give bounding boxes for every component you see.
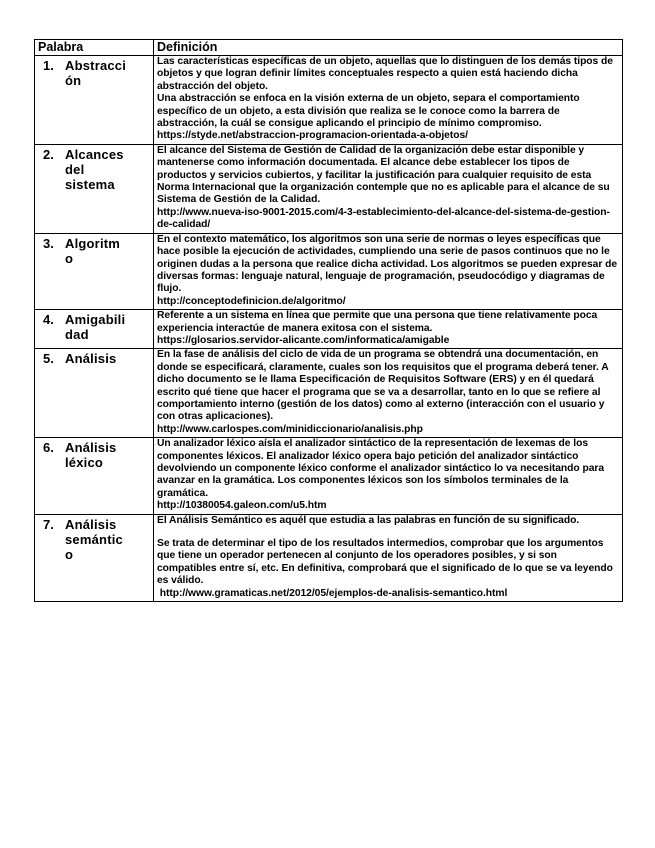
definition-paragraph: Una abstracción se enfoca en la visión externa de un objeto, separa el comportamiento específico de un objeto, a esta división que realiza se le conoce como la barrera de abstracción, la cuál se consigue aplicando el principio de mínimo compromiso. xyxy=(157,93,580,130)
term-word: Análisis semántico xyxy=(65,516,123,562)
header-term: Palabra xyxy=(35,40,154,56)
definition-paragraph: El alcance del Sistema de Gestión de Calidad de la organización debe estar disponible y mantenerse como información documentada. El alcance debe establecer los tipos de productos y servicios cubiertos, y facilitar la justificación para cualquier requisito de esta Norma Internacional que la organización contemple que no es aplicable para el alcance de su Sistema de Gestión de la Calidad. xyxy=(157,144,610,206)
definition-paragraph: Se trata de determinar el tipo de los resultados intermedios, comprobar que los argumentos que tiene un operador pertenecen al conjunto de los operadores posibles, y si son compatibles entre sí, etc. En definitiva, comprobará que el significado de lo que se va leyendo es válido. xyxy=(157,538,613,587)
definition-cell xyxy=(154,144,623,233)
definition-paragraph: En la fase de análisis del ciclo de vida de un programa se obtendrá una documentación, en donde se especificará, claramente, cuales son los requisitos que el programa deberá tener. A dicho documento se le llama Especificación de Requisitos Software (ERS) y en él quedará escrito qué tiene que hacer el programa que se va a desarrollar, tanto en lo que se refiere al comportamiento interno (gestión de los datos) como al externo (interacción con el usuario y con otras aplicaciones). xyxy=(157,349,609,423)
term-cell xyxy=(35,56,154,145)
source-url: http://10380054.galeon.com/u5.htm xyxy=(157,500,327,512)
table-row xyxy=(35,144,623,233)
definition-cell xyxy=(154,56,623,145)
definition-paragraph: Referente a un sistema en línea que permite que una persona que tiene relativamente poca experiencia interactúe de manera exitosa con el sistema. xyxy=(157,310,598,334)
source-url: http://www.nueva-iso-9001-2015.com/4-3-establecimiento-del-alcance-del-sistema-de-gestion-de-calidad/ xyxy=(157,206,610,231)
definition-cell xyxy=(154,310,623,349)
term-cell xyxy=(35,144,154,233)
document-page xyxy=(34,39,622,602)
term-number: 7. xyxy=(43,516,54,532)
term-cell xyxy=(35,233,154,309)
definition-cell xyxy=(154,514,623,601)
term-number: 3. xyxy=(43,235,54,251)
term-number: 4. xyxy=(43,312,54,328)
source-url: http://www.carlospes.com/minidiccionario/analisis.php xyxy=(157,423,423,435)
definition-paragraph: El Análisis Semántico es aquél que estudia a las palabras en función de su significado. xyxy=(157,514,580,526)
term-word: Análisis xyxy=(65,351,117,367)
definition-cell xyxy=(154,349,623,438)
term-word: Alcances del sistema xyxy=(65,146,124,192)
term-number: 1. xyxy=(43,58,54,73)
term-cell xyxy=(35,514,154,601)
definition-paragraph: Las características específicas de un objeto, aquellas que lo distinguen de los demás tipos de objetos y que logran definir límites conceptuales respecto a quien está haciendo dicha abstracción del objeto. xyxy=(157,56,613,92)
table-row xyxy=(35,56,623,145)
table-row xyxy=(35,233,623,309)
term-cell xyxy=(35,349,154,438)
header-row xyxy=(35,40,623,56)
table-row xyxy=(35,349,623,438)
term-word: Algoritmo xyxy=(65,235,121,266)
term-number: 2. xyxy=(43,146,54,162)
source-url: http://conceptodefinicion.de/algoritmo/ xyxy=(157,295,346,307)
table-row xyxy=(35,310,623,349)
term-cell xyxy=(35,438,154,514)
definition-cell xyxy=(154,438,623,514)
definition-cell xyxy=(154,233,623,309)
header-definition: Definición xyxy=(154,40,623,56)
source-url: https://styde.net/abstraccion-programacion-orientada-a-objetos/ xyxy=(157,130,468,142)
table-row xyxy=(35,438,623,514)
term-word: Amigabilidad xyxy=(65,312,126,343)
glossary-table xyxy=(34,39,623,602)
source-url: https://glosarios.servidor-alicante.com/informatica/amigable xyxy=(157,334,450,346)
term-word: Abstracción xyxy=(65,58,127,88)
definition-paragraph: En el contexto matemático, los algoritmos son una serie de normas o leyes específicas que hace posible la ejecución de actividades, cumpliendo una serie de pasos continuos que no le originen dudas a la persona que realice dicha actividad. Los algoritmos se pueden expresar de diversas formas: lenguaje natural, lenguaje de programación, pseudocódigo y diagramas de flujo. xyxy=(157,233,618,295)
term-cell xyxy=(35,310,154,349)
source-url: http://www.gramaticas.net/2012/05/ejemplos-de-analisis-semantico.html xyxy=(157,587,508,599)
term-word: Análisis léxico xyxy=(65,440,117,471)
definition-paragraph: Un analizador léxico aísla el analizador sintáctico de la representación de lexemas de los componentes léxicos. El analizador léxico opera bajo petición del analizador sintáctico devolviendo un componente léxico conforme el analizador sintáctico lo va necesitando para avanzar en la gramática. Los componentes léxicos son los símbolos terminales de la gramática. xyxy=(157,438,605,499)
term-number: 6. xyxy=(43,440,54,456)
table-row xyxy=(35,514,623,601)
term-number: 5. xyxy=(43,351,54,367)
